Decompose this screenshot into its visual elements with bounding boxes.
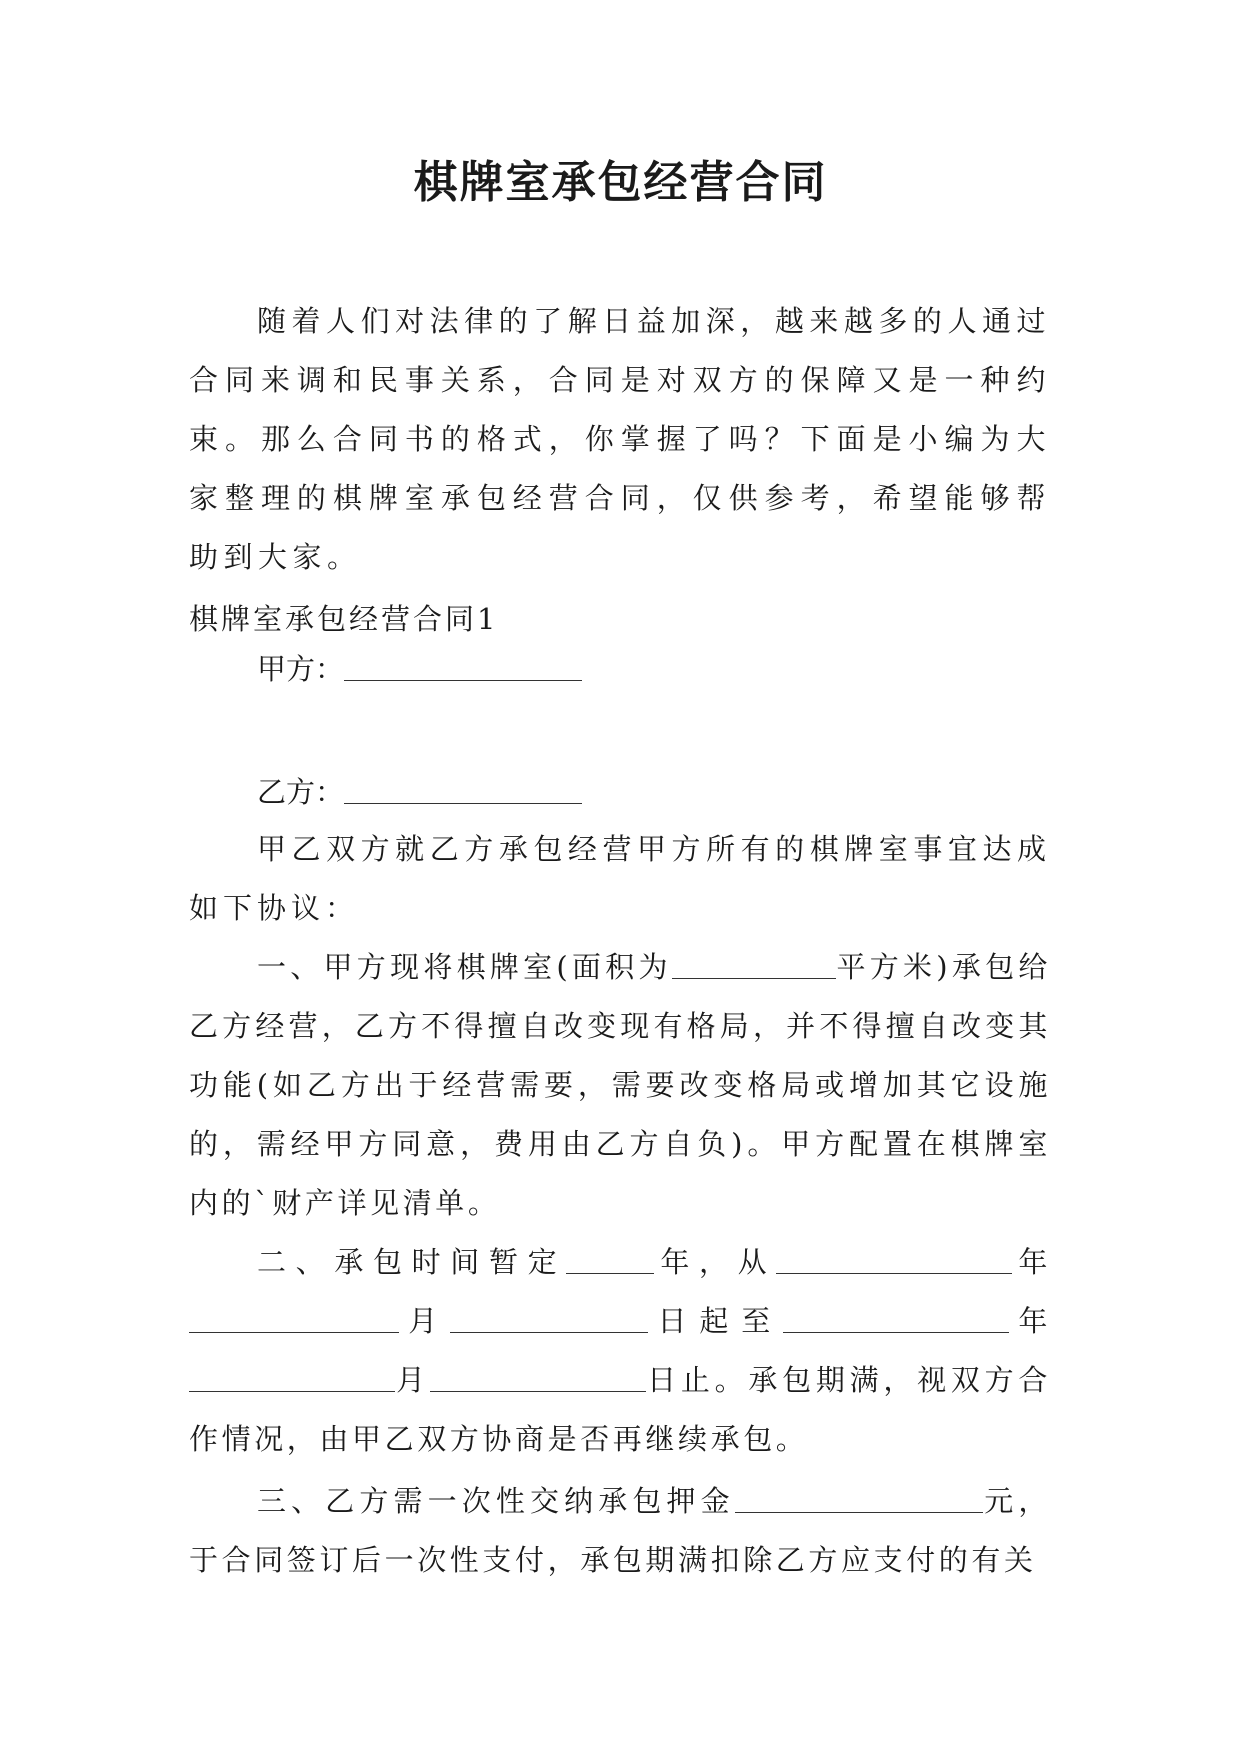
clause-3 [189, 1472, 1051, 1590]
area-blank [672, 950, 836, 979]
clause-3-text-b: 元，于合同签订后一次性支付，承包期满扣除乙方应支付的有关 [189, 1484, 1051, 1577]
deposit-blank [735, 1484, 983, 1513]
clause-2-text-a: 二、承包时间暂定 [257, 1245, 567, 1279]
clause-1-text-a: 一、甲方现将棋牌室(面积为 [257, 950, 672, 984]
party-a-line [189, 640, 1051, 699]
clause-2-text-h: 日止。承包期满，视双方合作情况，由甲乙双方协商是否再继续承包。 [189, 1363, 1051, 1456]
end-day-blank [430, 1363, 646, 1392]
clause-2-text-e: 日起至 [648, 1304, 784, 1338]
end-year-blank [783, 1304, 1009, 1333]
party-a-label: 甲方： [257, 652, 345, 686]
start-year-blank [776, 1245, 1012, 1274]
party-b-blank [344, 775, 582, 804]
intro-paragraph: 随着人们对法律的了解日益加深，越来越多的人通过合同来调和民事关系，合同是对双方的保障又是一种约束。那么合同书的格式，你掌握了吗？下面是小编为大家整理的棋牌室承包经营合同，仅供参考，希望能够帮助到大家。 [189, 304, 1051, 574]
party-b-line [189, 763, 1051, 822]
term-years-blank [566, 1245, 654, 1274]
start-day-blank [450, 1304, 648, 1333]
clause-2 [189, 1233, 1051, 1469]
clause-2-text-f: 年 [1009, 1304, 1051, 1338]
clause-2-text-g: 月 [395, 1363, 430, 1397]
party-a-blank [344, 652, 582, 681]
contract-heading: 棋牌室承包经营合同1 [189, 602, 499, 636]
agreement-intro: 甲乙双方就乙方承包经营甲方所有的棋牌室事宜达成如下协议： [189, 832, 1051, 925]
clause-3-text-a: 三、乙方需一次性交纳承包押金 [257, 1484, 735, 1518]
party-b-label: 乙方： [257, 775, 345, 809]
clause-1-text-b: 平方米)承包给乙方经营，乙方不得擅自改变现有格局，并不得擅自改变其功能(如乙方出于经营需要，需要改变格局或增加其它设施的，需经甲方同意，费用由乙方自负)。甲方配置在棋牌室内的`财产详见清单。 [189, 950, 1052, 1220]
clause-1 [189, 938, 1051, 1233]
start-month-blank [189, 1304, 399, 1333]
clause-2-text-d: 月 [399, 1304, 451, 1338]
clause-2-text-b: 年，从 [654, 1245, 777, 1279]
clause-2-text-c: 年 [1012, 1245, 1051, 1279]
document-title: 棋牌室承包经营合同 [413, 157, 828, 208]
end-month-blank [189, 1363, 395, 1392]
